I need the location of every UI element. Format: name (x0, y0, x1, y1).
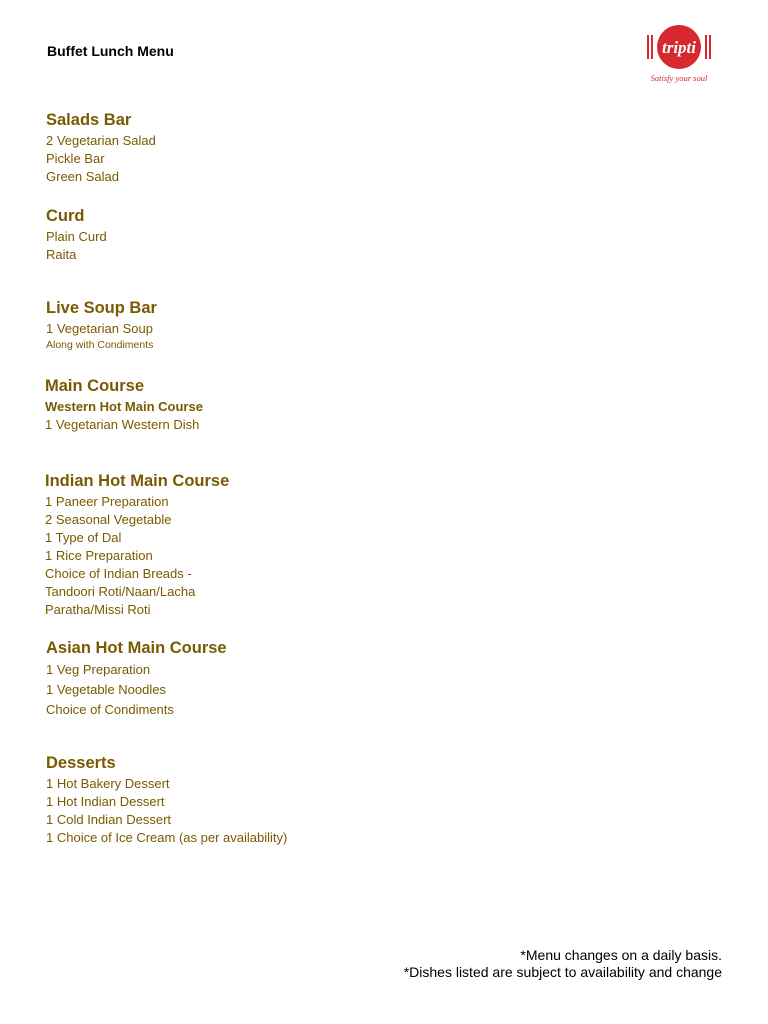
section-heading: Asian Hot Main Course (46, 639, 227, 657)
menu-item: 1 Type of Dal (45, 530, 122, 545)
menu-item: Choice of Indian Breads - (45, 566, 192, 581)
menu-item: Green Salad (46, 169, 119, 184)
section-heading: Main Course (45, 377, 145, 395)
menu-item: Choice of Condiments (46, 702, 174, 717)
menu-note: Along with Condiments (46, 339, 154, 351)
footnote: *Dishes listed are subject to availability and change (403, 964, 722, 980)
section-curd (46, 206, 107, 264)
section-soup (46, 298, 157, 352)
menu-item: 2 Vegetarian Salad (46, 133, 156, 148)
menu-item: 1 Hot Bakery Dessert (46, 776, 170, 791)
section-heading: Curd (46, 207, 85, 225)
menu-item: Raita (46, 247, 77, 262)
menu-item: Plain Curd (46, 229, 107, 244)
section-heading: Indian Hot Main Course (45, 472, 230, 490)
logo-brand-text: tripti (661, 38, 697, 57)
menu-item: 1 Vegetarian Western Dish (45, 417, 200, 432)
page-title: Buffet Lunch Menu (47, 43, 174, 59)
menu-item: 2 Seasonal Vegetable (45, 512, 172, 527)
footnotes (404, 947, 722, 981)
tripti-logo (643, 21, 715, 87)
menu-item: 1 Vegetable Noodles (46, 682, 166, 697)
section-heading: Live Soup Bar (46, 299, 157, 317)
section-subheading: Western Hot Main Course (45, 399, 203, 414)
menu-item: Paratha/Missi Roti (45, 602, 151, 617)
section-asian (46, 638, 227, 720)
menu-item: 1 Vegetarian Soup (46, 321, 153, 336)
menu-item: 1 Veg Preparation (46, 662, 151, 677)
menu-item: 1 Cold Indian Dessert (46, 812, 172, 827)
menu-item: Tandoori Roti/Naan/Lacha (45, 584, 196, 599)
tripti-logo-icon (643, 21, 715, 87)
section-salads (46, 110, 156, 186)
menu-item: 1 Hot Indian Dessert (46, 794, 165, 809)
footnote: *Menu changes on a daily basis. (520, 947, 722, 963)
menu-item: 1 Paneer Preparation (45, 494, 169, 509)
menu-item: 1 Rice Preparation (45, 548, 153, 563)
menu-item: 1 Choice of Ice Cream (as per availability) (46, 830, 288, 845)
section-main-course (45, 376, 203, 434)
section-heading: Salads Bar (46, 111, 132, 129)
logo-tagline: Satisfy your soul (650, 73, 708, 83)
section-heading: Desserts (46, 754, 116, 772)
section-desserts (46, 753, 287, 847)
section-indian (45, 471, 229, 619)
menu-item: Pickle Bar (46, 151, 105, 166)
